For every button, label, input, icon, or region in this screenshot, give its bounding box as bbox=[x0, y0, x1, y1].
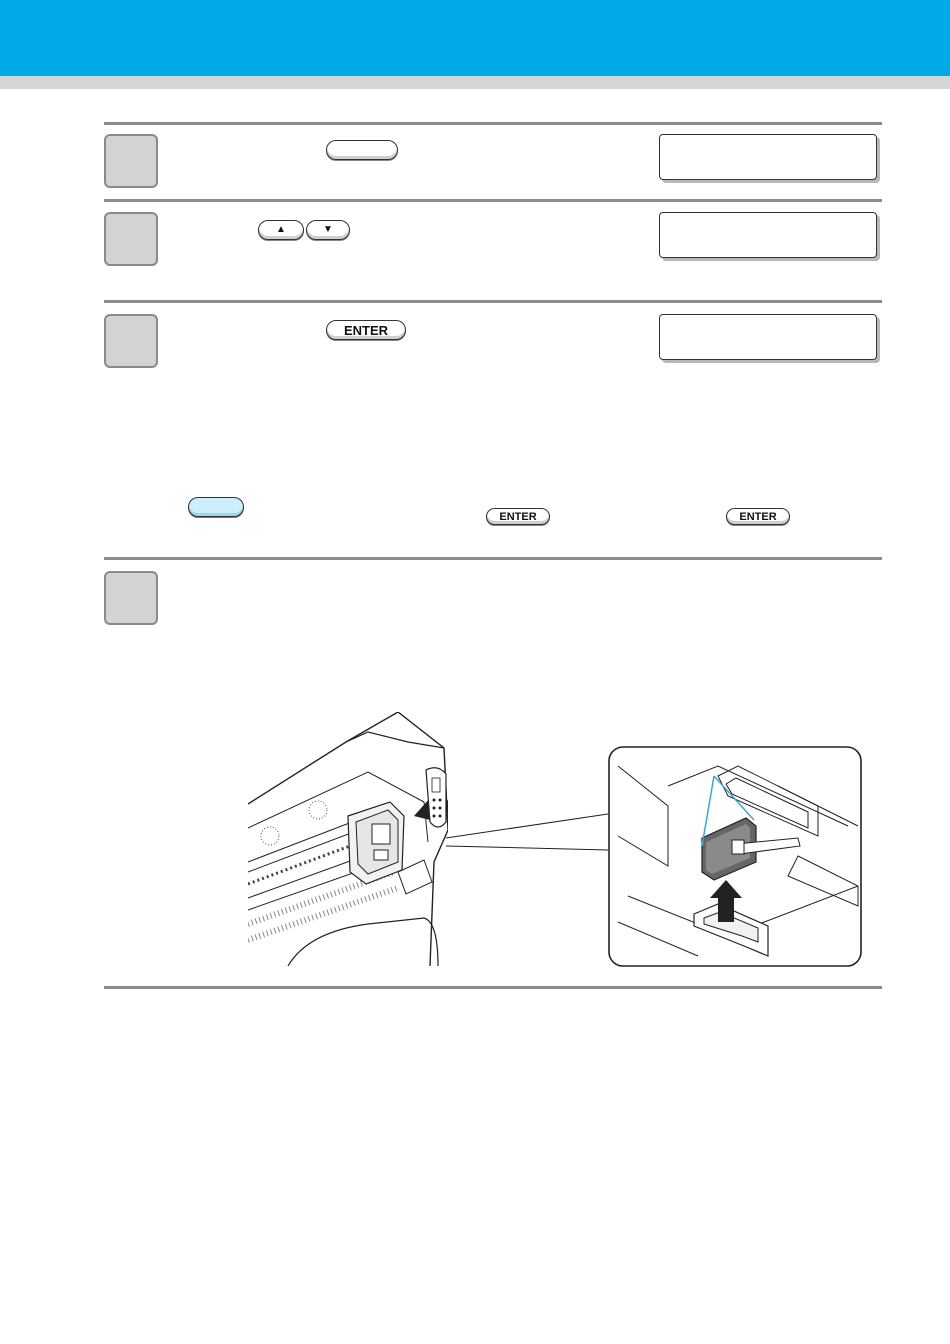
note-enter-key[interactable]: ENTER bbox=[486, 508, 550, 525]
up-key[interactable] bbox=[258, 220, 304, 240]
blank-key[interactable] bbox=[326, 140, 398, 160]
section-bottom-divider bbox=[104, 986, 882, 989]
note-enter-key[interactable]: ENTER bbox=[726, 508, 790, 525]
step-number-box bbox=[104, 571, 158, 625]
step-number-box bbox=[104, 314, 158, 368]
printer-illustration bbox=[248, 712, 448, 966]
note-key-blue[interactable] bbox=[188, 497, 244, 517]
header-subband bbox=[0, 76, 950, 89]
step-number-box bbox=[104, 212, 158, 266]
lcd-display bbox=[659, 314, 877, 360]
lcd-display bbox=[659, 134, 877, 180]
down-arrow-icon: ▼ bbox=[323, 224, 333, 235]
step-divider bbox=[104, 300, 882, 303]
step-divider bbox=[104, 122, 882, 125]
header-band bbox=[0, 0, 950, 76]
step-divider bbox=[104, 557, 882, 560]
up-arrow-icon: ▲ bbox=[276, 224, 286, 235]
wiper-inset-illustration bbox=[608, 746, 862, 967]
lcd-display bbox=[659, 212, 877, 258]
down-key[interactable] bbox=[306, 220, 350, 240]
enter-key[interactable]: ENTER bbox=[326, 320, 406, 340]
step-number-box bbox=[104, 134, 158, 188]
step-divider bbox=[104, 199, 882, 202]
